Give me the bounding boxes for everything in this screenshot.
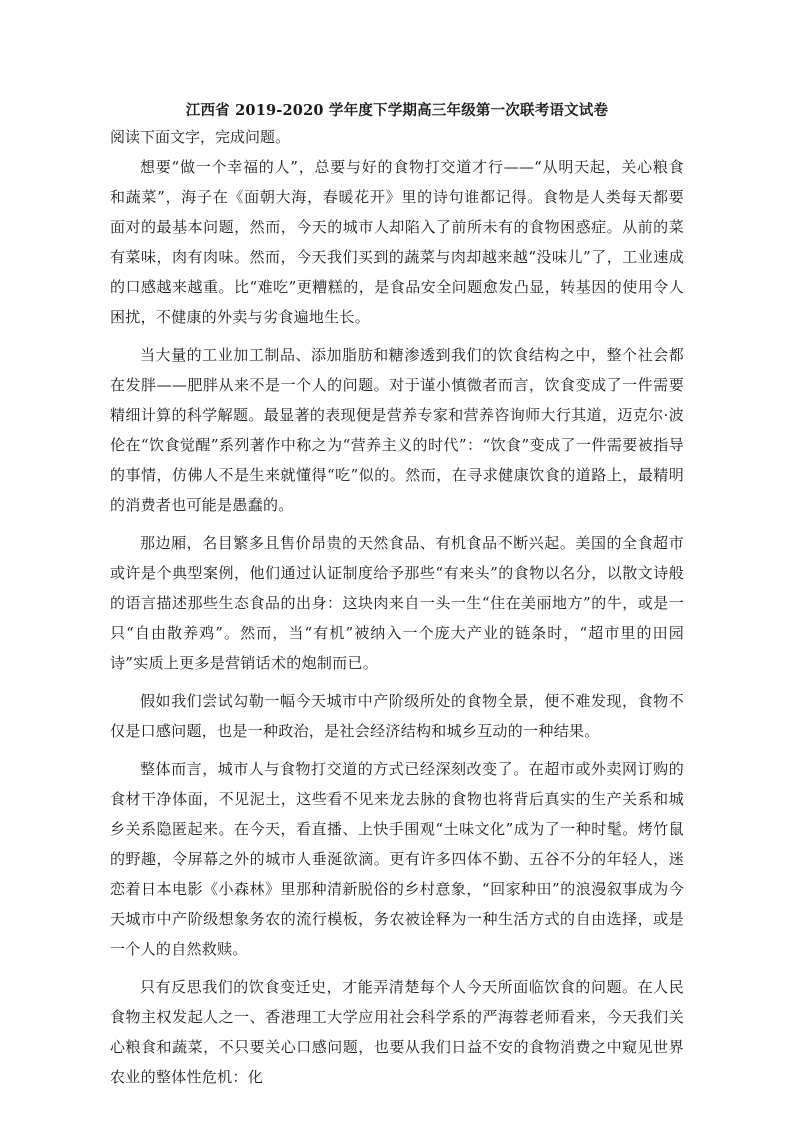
paragraph-5: 整体而言，城市人与食物打交道的方式已经深刻改变了。在超市或外卖网订购的食材干净体面，不见泥土，这些看不见来龙去脉的食物也将背后真实的生产关系和城乡关系隐匿起来。在今天，看直播、上快手围观“土味文化”成为了一种时髦。烤竹鼠的野趣，令屏幕之外的城市人垂涎欲滴。更有许多四体不勤、五谷不分的年轻人，迷恋着日本电影《小森林》里那种清新脱俗的乡村意象，“回家种田”的浪漫叙事成为今天城市中产阶级想象务农的流行模板，务农被诠释为一种生活方式的自由选择，或是一个人的自然救赎。 [110, 760, 684, 958]
paragraph-1: 想要“做一个幸福的人”，总要与好的食物打交道才行——“从明天起，关心粮食和蔬菜”，海子在《面朝大海，春暖花开》里的诗句谁都记得。食物是人类每天都要面对的最基本问题，然而，今天的城市人却陷入了前所未有的食物困惑症。从前的菜有菜味，肉有肉味。然而，今天我们买到的蔬菜与肉却越来越“没味儿”了，工业速成的口感越来越重。比“难吃”更糟糕的，是食品安全问题愈发凸显，转基因的使用令人困扰，不健康的外卖与劣食遍地生长。 [110, 158, 684, 326]
paragraph-6: 只有反思我们的饮食变迁史，才能弄清楚每个人今天所面临饮食的问题。在人民食物主权发起人之一、香港理工大学应用社会科学系的严海蓉老师看来，今天我们关心粮食和蔬菜，不只要关心口感问题，也要从我们日益不安的食物消费之中窥见世界农业的整体性危机：化 [110, 978, 684, 1086]
document-page [110, 100, 684, 1100]
document-title: 江西省 2019-2020 学年度下学期高三年级第一次联考语文试卷 [185, 102, 609, 119]
paragraph-2: 当大量的工业加工制品、添加脂肪和糖渗透到我们的饮食结构之中，整个社会都在发胖——肥胖从来不是一个人的问题。对于谨小慎微者而言，饮食变成了一件需要精细计算的科学解题。最显著的表现便是营养专家和营养咨询师大行其道，迈克尔·波伦在“饮食觉醒”系列著作中称之为“营养主义的时代”：“饮食”变成了一件需要被指导的事情，仿佛人不是生来就懂得“吃”似的。然而，在寻求健康饮食的道路上，最精明的消费者也可能是愚蠢的。 [110, 346, 684, 514]
paragraph-4: 假如我们尝试勾勒一幅今天城市中产阶级所处的食物全景，便不难发现，食物不仅是口感问题，也是一种政治，是社会经济结构和城乡互动的一种结果。 [110, 692, 684, 740]
reading-instruction: 阅读下面文字，完成问题。 [110, 128, 291, 146]
paragraph-3: 那边厢，名目繁多且售价昂贵的天然食品、有机食品不断兴起。美国的全食超市或许是个典型案例，他们通过认证制度给予那些“有来头”的食物以名分，以散文诗般的语言描述那些生态食品的出身：这块肉来自一头一生“住在美丽地方”的牛，或是一只“自由散养鸡”。然而，当“有机”被纳入一个庞大产业的链条时，“超市里的田园诗”实质上更多是营销话术的炮制而已。 [110, 534, 684, 672]
